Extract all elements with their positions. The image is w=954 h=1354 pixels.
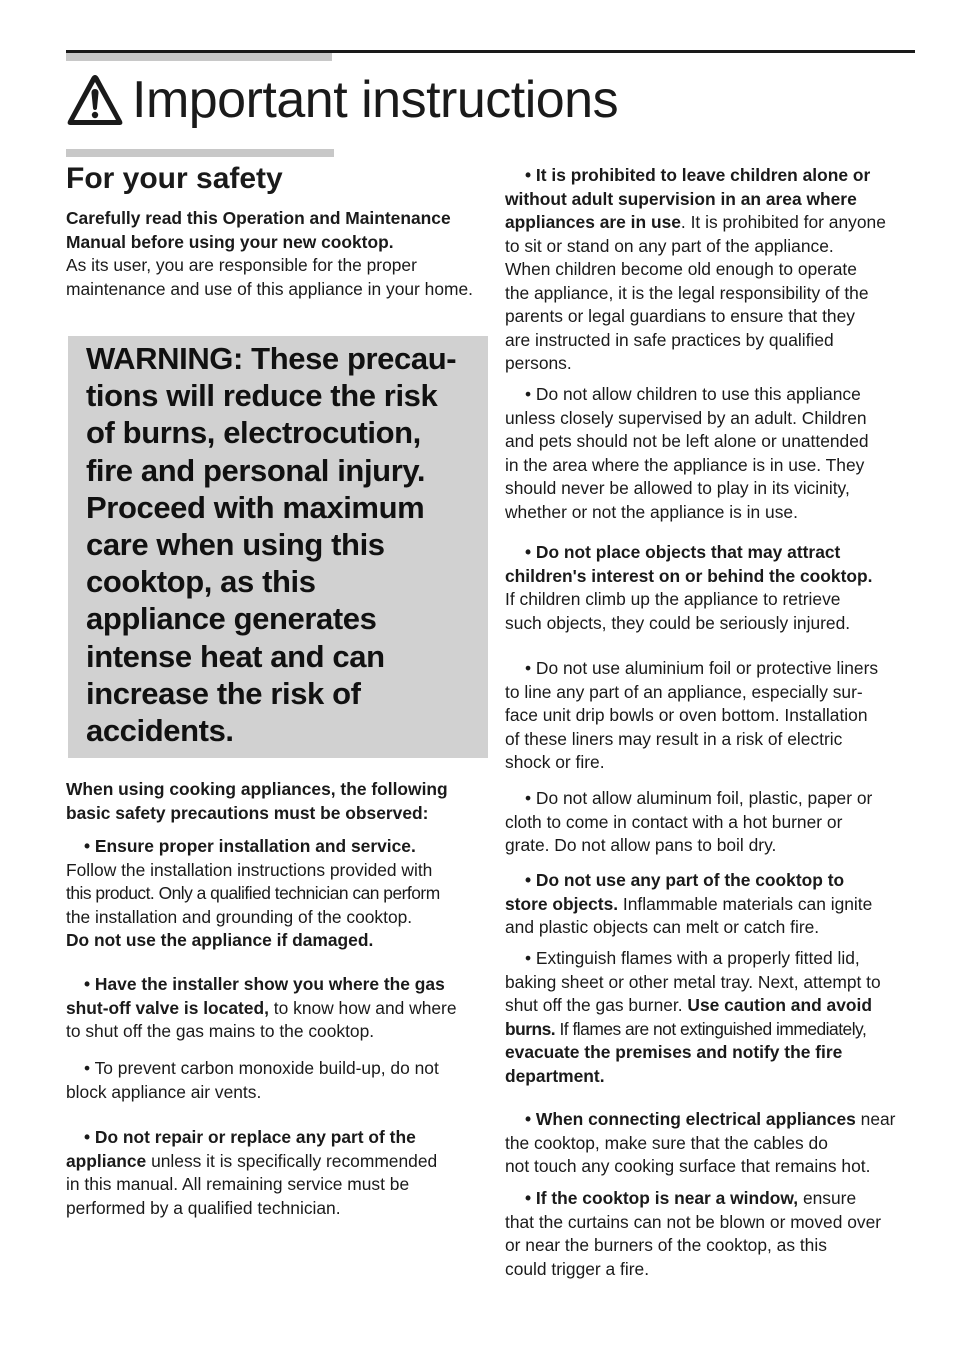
warning-line: care when using this	[86, 527, 385, 563]
item-text: to shut off the gas mains to the cooktop.	[66, 1021, 375, 1041]
item-text: and plastic objects can melt or catch fire.	[505, 917, 820, 937]
item-heading: appliances are in use	[505, 212, 681, 232]
item-heading: • When connecting electrical appliances	[525, 1109, 856, 1129]
safety-item-foil-contact	[505, 787, 925, 858]
item-text: baking sheet or other metal tray. Next, attempt to	[505, 971, 881, 992]
item-text: When children become old enough to operate	[505, 259, 857, 279]
item-emphasis: Use caution and avoid	[687, 995, 872, 1015]
precautions-heading-text: When using cooking appliances, the following basic safety precautions must be observed:	[66, 779, 448, 823]
item-text: face unit drip bowls or oven bottom. Installation	[505, 705, 868, 725]
warning-line: accidents.	[86, 713, 234, 749]
safety-item-children-use	[505, 383, 925, 524]
safety-item-shutoff-valve	[66, 973, 486, 1044]
item-text: such objects, they could be seriously injured.	[505, 612, 851, 633]
item-text: • Do not allow aluminum foil, plastic, paper or	[525, 788, 873, 808]
item-heading: children's interest on or behind the cooktop.	[505, 565, 873, 586]
item-text: ensure	[798, 1188, 857, 1208]
page-header	[66, 68, 618, 132]
item-text: the cooktop, make sure that the cables do	[505, 1132, 828, 1153]
item-text: parents or legal guardians to ensure that they	[505, 306, 855, 326]
item-emphasis: department.	[505, 1065, 605, 1086]
warning-line: cooktop, as this	[86, 564, 316, 600]
item-heading: • Do not use any part of the cooktop to	[525, 870, 845, 890]
safety-item-installation	[66, 835, 486, 953]
item-text: unless closely supervised by an adult. Children	[505, 407, 867, 428]
warning-line: WARNING: These precau-	[86, 341, 457, 376]
item-emphasis: evacuate the premises and notify the fire	[505, 1042, 843, 1062]
item-text: the installation and grounding of the cooktop.	[66, 906, 413, 927]
item-text: If children climb up the appliance to retrieve	[505, 589, 841, 609]
item-text: persons.	[505, 353, 572, 373]
item-text: whether or not the appliance is in use.	[505, 501, 798, 522]
safety-item-store-objects	[505, 869, 925, 940]
item-text: cloth to come in contact with a hot burner or	[505, 811, 843, 832]
item-text: . It is prohibited for anyone	[680, 212, 886, 232]
item-text: shut off the gas burner.	[505, 995, 688, 1015]
safety-item-electrical	[505, 1108, 925, 1179]
item-text: to know how and where	[268, 997, 457, 1018]
item-text: • Do not allow children to use this appliance	[525, 384, 861, 404]
warning-line: fire and personal injury.	[86, 452, 426, 488]
item-text: should never be allowed to play in its vicinity,	[505, 478, 850, 498]
precautions-heading	[66, 778, 486, 825]
item-text: Inflammable materials can ignite	[618, 893, 873, 914]
item-text: the appliance, it is the legal responsibility of the	[505, 282, 869, 303]
intro-paragraph	[66, 207, 486, 301]
item-text: this product. Only a qualified technician can perform	[66, 883, 440, 903]
warning-line: tions will reduce the risk	[86, 378, 438, 414]
section-title-bar	[66, 149, 334, 157]
item-heading: • Do not place objects that may attract	[525, 542, 841, 562]
warning-box	[68, 336, 488, 758]
item-emphasis: Do not use the appliance if damaged.	[66, 930, 374, 950]
item-text: near	[855, 1109, 896, 1129]
item-text: or near the burners of the cooktop, as this	[505, 1235, 827, 1255]
item-text: unless it is specifically recommended	[146, 1150, 438, 1171]
section-title: For your safety	[66, 162, 283, 195]
warning-line: Proceed with maximum	[86, 489, 425, 525]
item-text: shock or fire.	[505, 752, 605, 772]
item-text: If flames are not extinguished immediately,	[555, 1018, 867, 1039]
warning-line: increase the risk of	[86, 675, 361, 711]
item-heading: without adult supervision in an area where	[505, 188, 857, 209]
safety-item-objects-attract	[505, 541, 925, 635]
safety-item-carbon-monoxide	[66, 1057, 486, 1104]
item-text: not touch any cooking surface that remains hot.	[505, 1156, 871, 1176]
item-heading: • Ensure proper installation and service.	[84, 836, 416, 856]
item-text: • Extinguish flames with a properly fitted lid,	[525, 948, 860, 968]
item-text: that the curtains can not be blown or moved over	[505, 1211, 882, 1232]
item-text: in this manual. All remaining service must be	[66, 1174, 410, 1194]
item-heading: • Have the installer show you where the gas	[84, 974, 445, 994]
item-heading: • Do not repair or replace any part of the	[84, 1127, 416, 1147]
item-text: • Do not use aluminium foil or protective liners	[525, 658, 879, 678]
item-heading: • It is prohibited to leave children alone or	[525, 165, 871, 185]
item-text: to line any part of an appliance, especially sur-	[505, 681, 863, 702]
item-text: Follow the installation instructions provided with	[66, 859, 433, 880]
page-title: Important instructions	[132, 71, 619, 129]
safety-item-aluminium-liners	[505, 657, 925, 775]
item-text: performed by a qualified technician.	[66, 1197, 341, 1218]
intro-text: As its user, you are responsible for the proper maintenance and use of this appliance in your home.	[66, 255, 474, 299]
warning-line: intense heat and can	[86, 638, 385, 674]
intro-bold: Carefully read this Operation and Maintenance Manual before using your new cooktop.	[66, 208, 451, 252]
item-heading: shut-off valve is located,	[66, 997, 269, 1018]
item-text: block appliance air vents.	[66, 1081, 262, 1102]
safety-item-children-supervision	[505, 164, 925, 376]
safety-item-window	[505, 1187, 925, 1281]
item-emphasis: burns.	[505, 1018, 556, 1039]
safety-item-extinguish-flames	[505, 947, 925, 1088]
item-text: and pets should not be left alone or unattended	[505, 431, 869, 451]
item-text: to sit or stand on any part of the appliance.	[505, 235, 834, 256]
warning-line: of burns, electrocution,	[86, 415, 421, 451]
item-text: in the area where the appliance is in use. They	[505, 454, 865, 475]
item-text: grate. Do not allow pans to boil dry.	[505, 835, 777, 855]
item-text: of these liners may result in a risk of electric	[505, 728, 843, 749]
safety-item-repair	[66, 1126, 486, 1220]
item-text: • To prevent carbon monoxide build-up, do not	[84, 1058, 439, 1078]
top-rule-accent	[66, 53, 332, 61]
item-text: could trigger a fire.	[505, 1258, 650, 1279]
item-text: are instructed in safe practices by qualified	[505, 329, 834, 350]
item-heading: • If the cooktop is near a window,	[525, 1188, 799, 1208]
item-heading: store objects.	[505, 893, 619, 914]
warning-line: appliance generates	[86, 601, 377, 637]
warning-triangle-icon	[66, 73, 124, 127]
item-heading: appliance	[66, 1150, 147, 1171]
